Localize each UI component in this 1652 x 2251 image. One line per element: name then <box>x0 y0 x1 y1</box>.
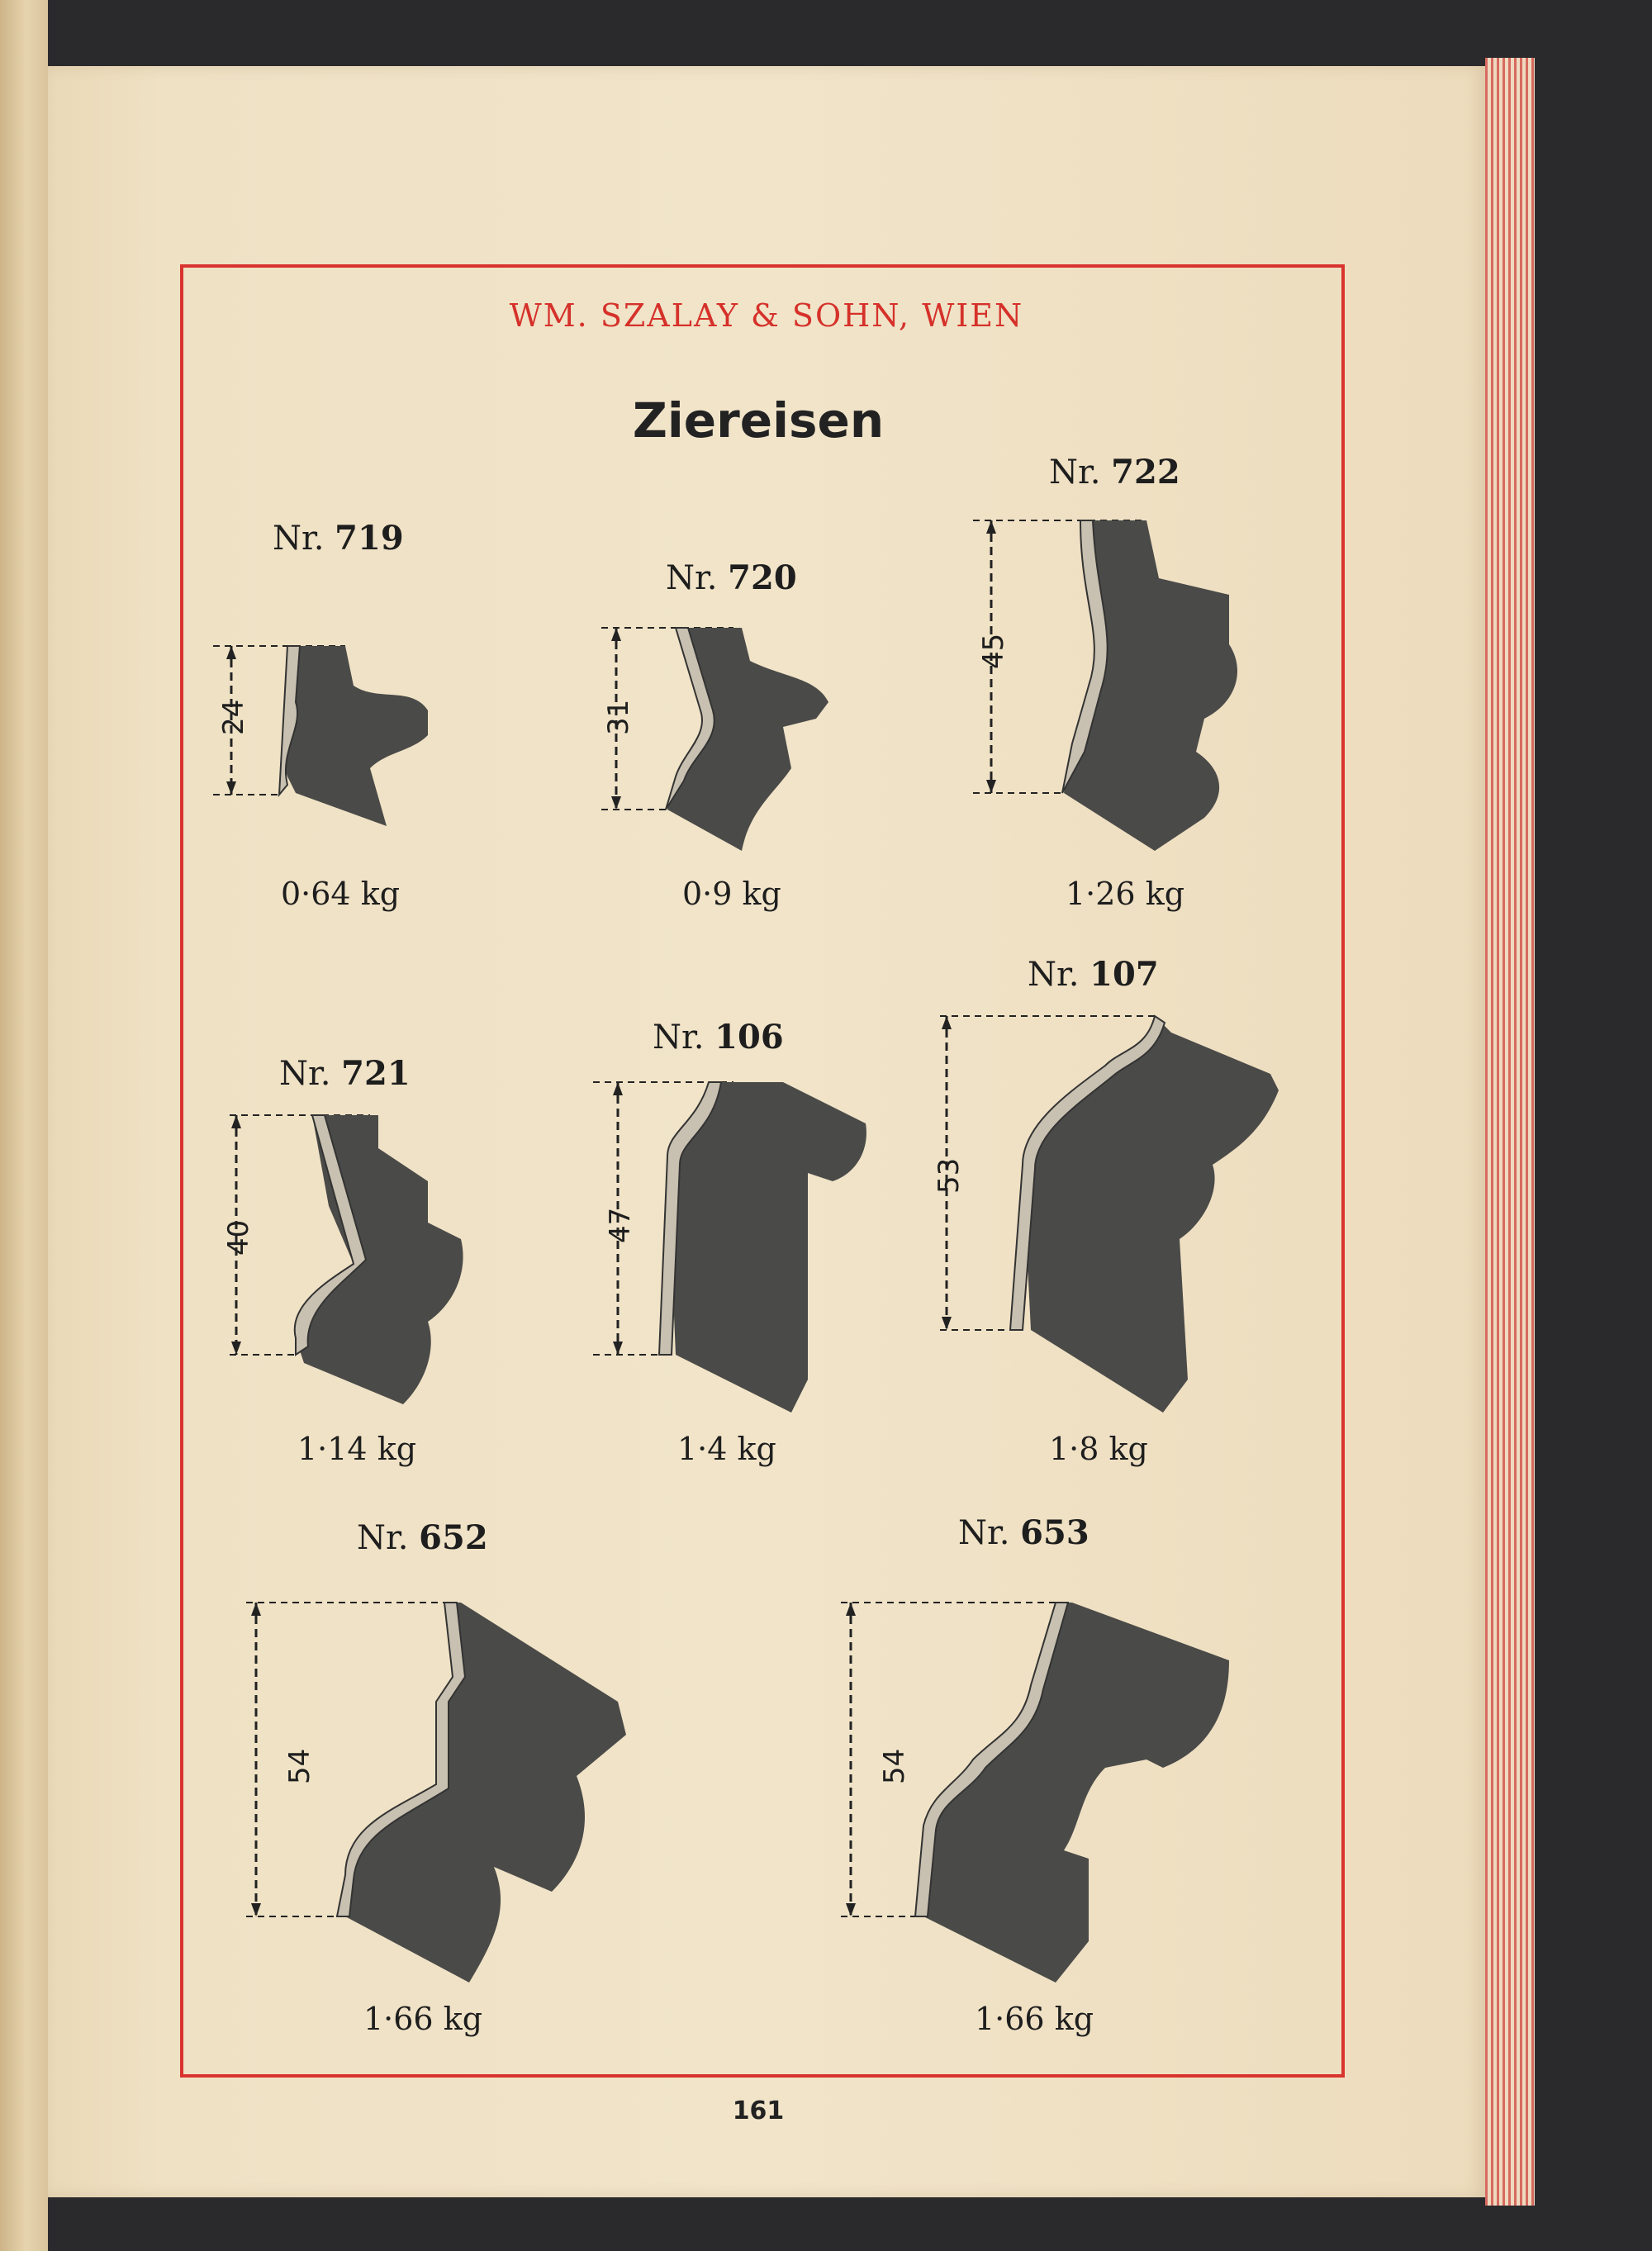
page-edges <box>1485 58 1535 2206</box>
item-number-107: Nr. 107 <box>1028 955 1159 994</box>
dimension-label: 31 <box>602 699 635 735</box>
profile-722-icon <box>957 504 1320 859</box>
left-page-edge <box>0 0 48 2251</box>
page-number: 161 <box>732 2097 785 2125</box>
profile-721-icon <box>180 1099 527 1429</box>
dimension-label: 45 <box>977 633 1010 669</box>
dimension-label: 53 <box>933 1157 966 1194</box>
dimension-label: 54 <box>283 1748 316 1784</box>
weight-label: 1·14 kg <box>297 1431 417 1467</box>
firm-name: WM. SZALAY & SOHN, WIEN <box>509 297 1024 334</box>
profile-719-icon <box>180 628 510 867</box>
weight-label: 1·8 kg <box>1049 1431 1148 1467</box>
weight-label: 0·64 kg <box>281 876 401 912</box>
item-number-720: Nr. 720 <box>666 558 797 597</box>
item-number-722: Nr. 722 <box>1049 453 1180 492</box>
dimension-label: 47 <box>604 1207 637 1243</box>
catalog-page <box>48 66 1485 2197</box>
dimension-label: 54 <box>878 1748 911 1784</box>
item-number-721: Nr. 721 <box>279 1054 411 1093</box>
weight-label: 1·4 kg <box>677 1431 776 1467</box>
weight-label: 1·66 kg <box>975 2001 1094 2037</box>
page-title: Ziereisen <box>632 392 885 449</box>
item-number-719: Nr. 719 <box>273 519 404 558</box>
profile-720-icon <box>568 611 899 867</box>
profile-106-icon <box>544 1066 890 1429</box>
dimension-label: 24 <box>217 699 250 735</box>
weight-label: 0·9 kg <box>682 876 781 912</box>
item-number-106: Nr. 106 <box>653 1018 784 1057</box>
dimension-label: 40 <box>222 1219 255 1256</box>
weight-label: 1·26 kg <box>1066 876 1185 912</box>
profile-653-icon <box>833 1578 1279 1999</box>
profile-652-icon <box>230 1578 676 1999</box>
weight-label: 1·66 kg <box>363 2001 483 2037</box>
item-number-653: Nr. 653 <box>958 1513 1089 1552</box>
item-number-652: Nr. 652 <box>357 1518 488 1557</box>
profile-107-icon <box>907 1000 1303 1429</box>
